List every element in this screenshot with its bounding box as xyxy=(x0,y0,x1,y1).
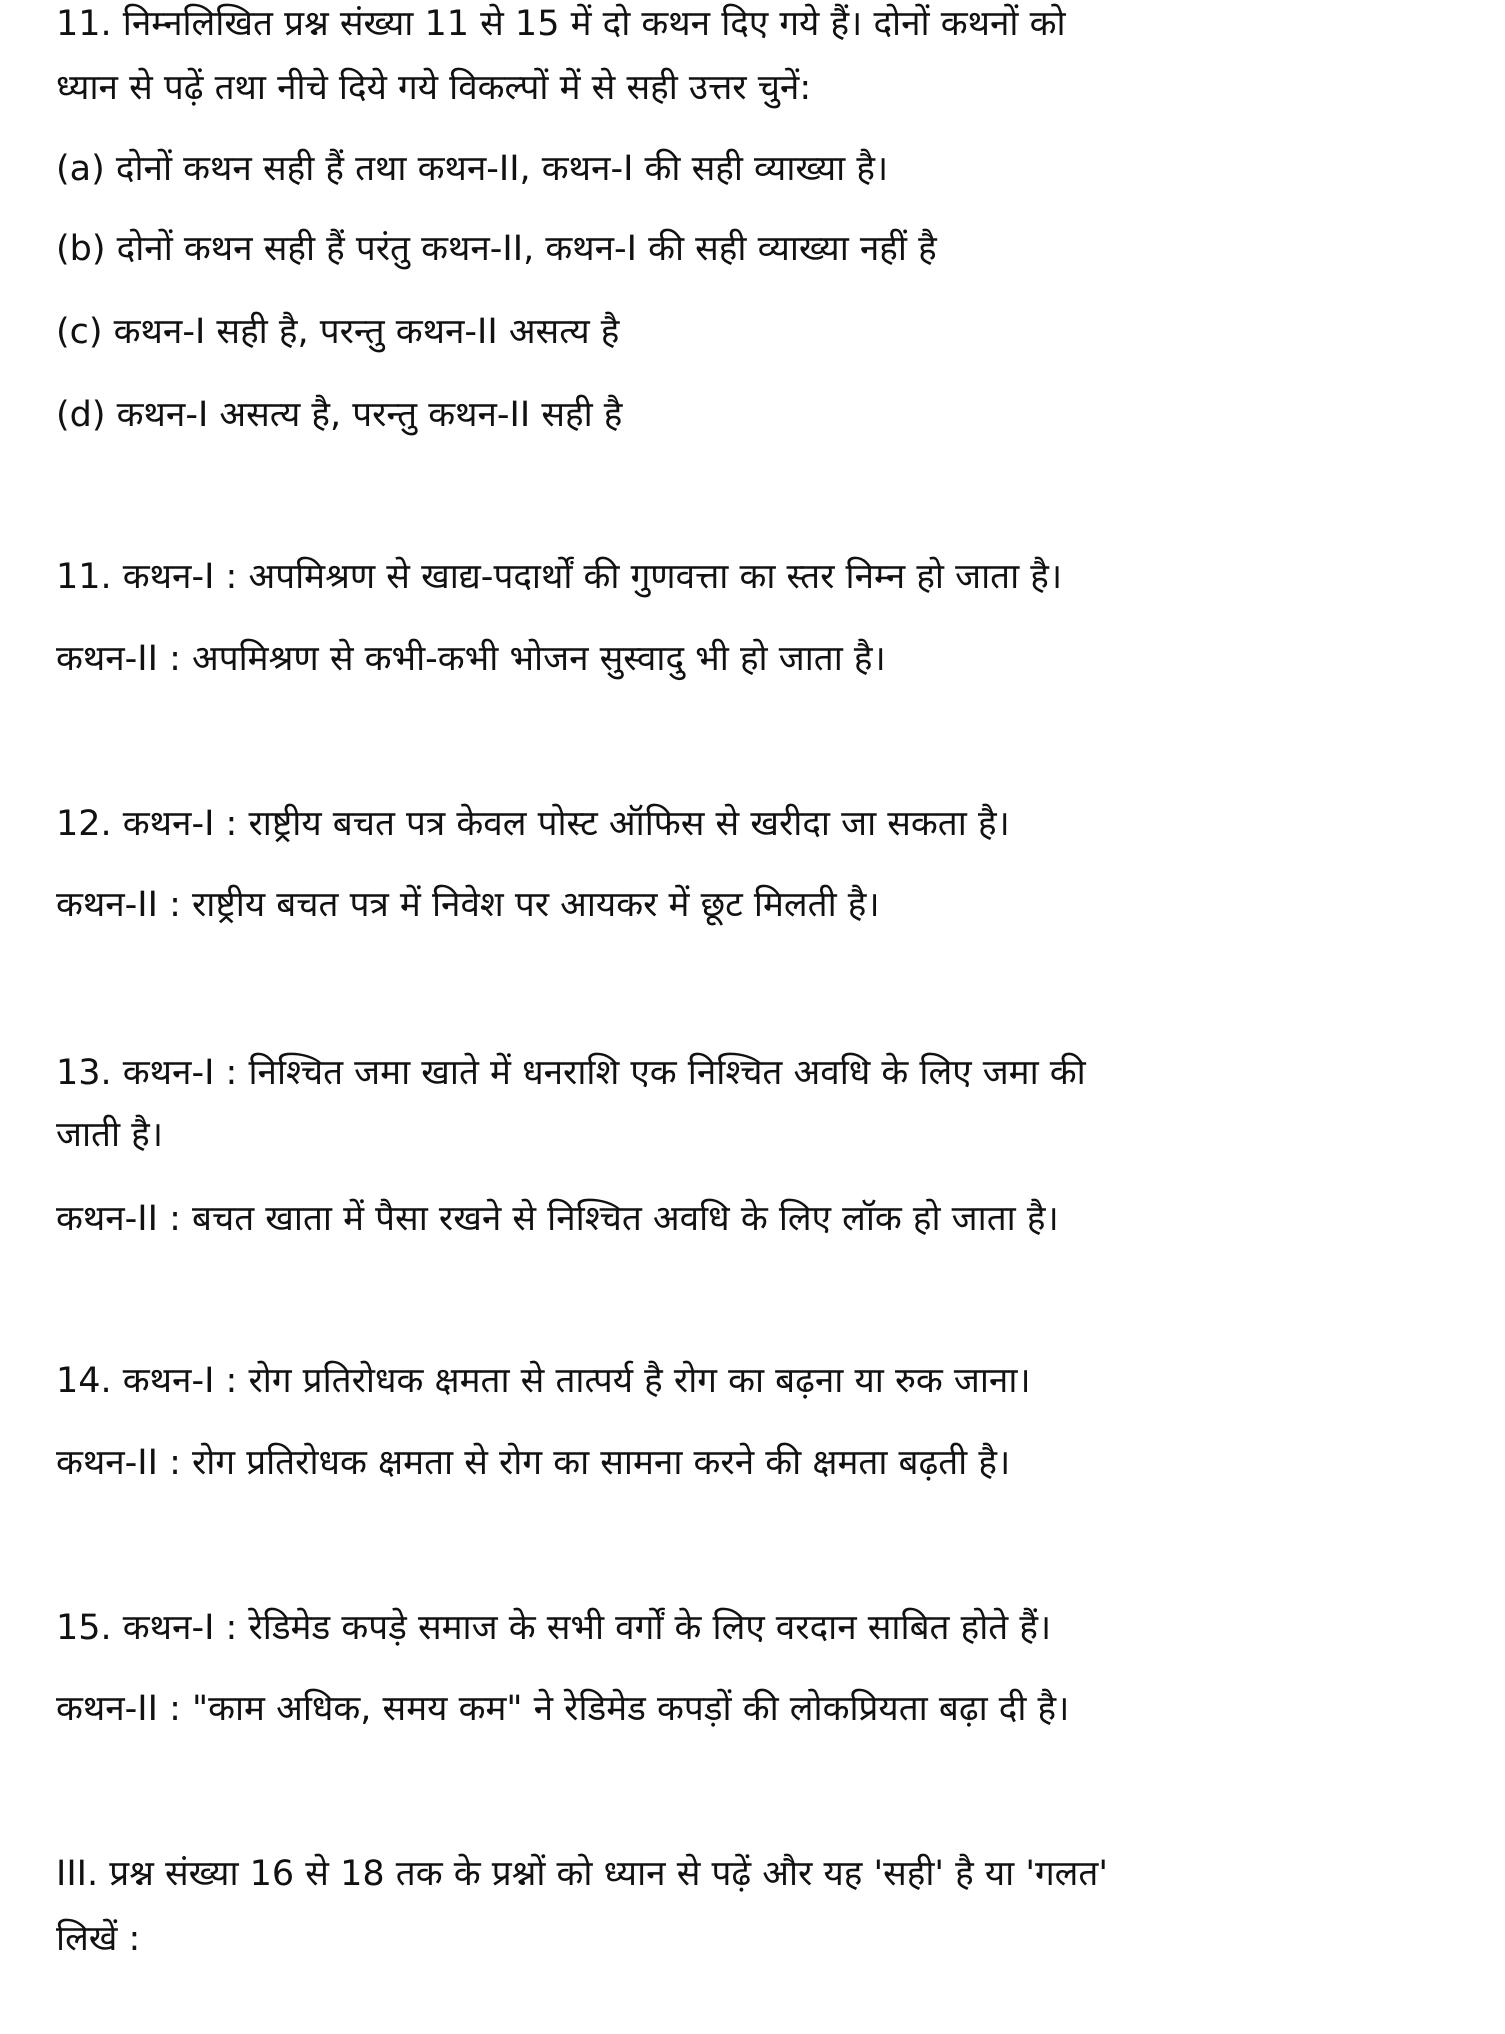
q14-statement-2: कथन-II : रोग प्रतिरोधक क्षमता से रोग का सामना करने की क्षमता बढ़ती है। xyxy=(56,1443,1011,1483)
section-3-instruction-line-2: लिखें : xyxy=(56,1919,141,1959)
section-3-instruction-line-1: III. प्रश्न संख्या 16 से 18 तक के प्रश्नों को ध्यान से पढ़ें और यह 'सही' है या 'गलत' xyxy=(56,1854,1108,1894)
option-a: (a) दोनों कथन सही हैं तथा कथन-II, कथन-I की सही व्याख्या है। xyxy=(56,149,889,189)
q15-statement-2: कथन-II : "काम अधिक, समय कम" ने रेडिमेड कपड़ों की लोकप्रियता बढ़ा दी है। xyxy=(56,1689,1070,1729)
instruction-line-2: ध्यान से पढ़ें तथा नीचे दिये गये विकल्पों में से सही उत्तर चुनें: xyxy=(56,68,812,108)
q12-statement-1: 12. कथन-I : राष्ट्रीय बचत पत्र केवल पोस्ट ऑफिस से खरीदा जा सकता है। xyxy=(56,804,1010,844)
q13-statement-1: 13. कथन-I : निश्चित जमा खाते में धनराशि एक निश्चित अवधि के लिए जमा की xyxy=(56,1053,1086,1093)
option-b: (b) दोनों कथन सही हैं परंतु कथन-II, कथन-I की सही व्याख्या नहीं है xyxy=(56,229,937,269)
q13-statement-2: कथन-II : बचत खाता में पैसा रखने से निश्चित अवधि के लिए लॉक हो जाता है। xyxy=(56,1199,1059,1239)
q12-statement-2: कथन-II : राष्ट्रीय बचत पत्र में निवेश पर आयकर में छूट मिलती है। xyxy=(56,885,880,925)
q14-statement-1: 14. कथन-I : रोग प्रतिरोधक क्षमता से तात्पर्य है रोग का बढ़ना या रुक जाना। xyxy=(56,1361,1031,1401)
option-d: (d) कथन-I असत्य है, परन्तु कथन-II सही है xyxy=(56,395,623,435)
option-c: (c) कथन-I सही है, परन्तु कथन-II असत्य है xyxy=(56,312,620,352)
q15-statement-1: 15. कथन-I : रेडिमेड कपड़े समाज के सभी वर्गों के लिए वरदान साबित होते हैं। xyxy=(56,1608,1052,1648)
q13-statement-1-continued: जाती है। xyxy=(56,1115,164,1155)
instruction-line-1: 11. निम्नलिखित प्रश्न संख्या 11 से 15 में दो कथन दिए गये हैं। दोनों कथनों को xyxy=(56,4,1066,44)
q11-statement-2: कथन-II : अपमिश्रण से कभी-कभी भोजन सुस्वादु भी हो जाता है। xyxy=(56,639,886,679)
q11-statement-1: 11. कथन-I : अपमिश्रण से खाद्य-पदार्थों की गुणवत्ता का स्तर निम्न हो जाता है। xyxy=(56,557,1063,597)
